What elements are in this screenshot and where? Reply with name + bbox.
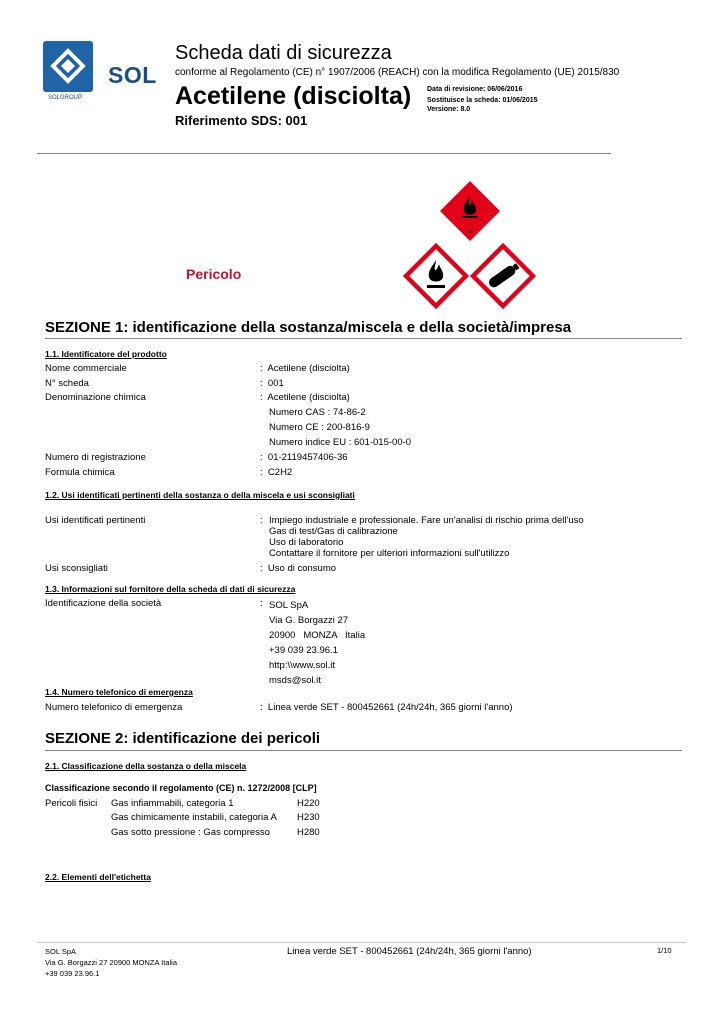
company-street: Via G. Borgazzi 27	[269, 615, 349, 626]
page-number: 1/10	[657, 946, 672, 955]
emergency-phone-text: Linea verde SET - 800452661 (24h/24h, 365 giorni l'anno)	[267, 702, 513, 713]
company-id-colon: :	[260, 598, 263, 609]
gas-cylinder-icon	[470, 243, 536, 309]
subsection-1-3-heading: 1.3. Informazioni sul fornitore della scheda di dati di sicurezza	[45, 584, 296, 594]
sheet-number-label: N° scheda	[45, 378, 89, 389]
logo-wordmark: SOL	[108, 62, 157, 88]
registration-text: 01-2119457406-36	[267, 452, 348, 463]
trade-name-text: Acetilene (disciolta)	[267, 363, 350, 374]
hazard-name: Gas sotto pressione : Gas compresso	[111, 827, 270, 838]
hazard-code: H220	[297, 798, 320, 809]
emergency-phone-label: Numero telefonico di emergenza	[45, 702, 183, 713]
footer-phone: +39 039 23.96.1	[45, 969, 100, 978]
document-title: Scheda dati di sicurezza	[175, 42, 392, 64]
formula-value: : C2H2	[260, 467, 293, 478]
sheet-number-value: : 001	[260, 378, 284, 389]
company-name: SOL SpA	[269, 600, 309, 611]
supersedes-date: Sostituisce la scheda: 01/06/2015	[427, 97, 538, 104]
company-website-link[interactable]: http:\\www.sol.it	[269, 660, 335, 671]
chemical-name-label: Denominazione chimica	[45, 392, 146, 403]
identified-uses-colon: :	[260, 515, 263, 526]
formula-text: C2H2	[267, 467, 293, 478]
hazard-code: H280	[297, 827, 320, 838]
footer-address	[45, 946, 177, 979]
trade-name-label: Nome commerciale	[45, 363, 127, 374]
sds-reference: Riferimento SDS: 001	[175, 113, 308, 128]
sol-logo-mark	[43, 41, 93, 92]
regulation-conformity: conforme al Regolamento (CE) n° 1907/2006 (REACH) con la modifica Regolamento (UE) 2015/830	[175, 67, 620, 78]
version: Versione: 8.0	[427, 106, 471, 113]
sheet-number-text: 001	[267, 378, 284, 389]
section-2-title: SEZIONE 2: identificazione dei pericoli	[45, 730, 321, 747]
discouraged-uses-text: Uso di consumo	[267, 563, 337, 574]
cas-number: Numero CAS : 74-86-2	[269, 407, 366, 418]
subsection-2-2-heading: 2.2. Elementi dell'etichetta	[45, 872, 151, 882]
diamond-logo-icon	[43, 41, 93, 92]
section-1-title: SEZIONE 1: identificazione della sostanza/miscela e della società/impresa	[45, 319, 572, 336]
physical-hazards-label: Pericoli fisici	[45, 798, 98, 809]
use-line: Gas di test/Gas di calibrazione	[269, 526, 398, 537]
company-phone: +39 039 23.96.1	[269, 645, 338, 656]
discouraged-uses-value: : Uso di consumo	[260, 563, 337, 574]
flame-icon	[403, 243, 469, 309]
chemical-name-value: : Acetilene (disciolta)	[260, 392, 350, 403]
subsection-1-1-heading: 1.1. Identificatore del prodotto	[45, 349, 167, 359]
registration-value: : 01-2119457406-36	[260, 452, 348, 463]
eu-index-number: Numero indice EU : 601-015-00-0	[269, 437, 412, 448]
company-id-label: Identificazione della società	[45, 598, 162, 609]
emergency-phone-value: : Linea verde SET - 800452661 (24h/24h, 365 giorni l'anno)	[260, 702, 513, 713]
header-divider	[37, 153, 611, 154]
company-details	[269, 598, 365, 688]
company-city: 20900 MONZA Italia	[269, 630, 366, 641]
hazard-code: H230	[297, 812, 320, 823]
class-number: 2	[468, 228, 472, 235]
hazard-name: Gas chimicamente instabili, categoria A	[111, 812, 277, 823]
identified-uses-label: Usi identificati pertinenti	[45, 515, 146, 526]
use-line: Contattare il fornitore per ulteriori informazioni sull'utilizzo	[269, 548, 510, 559]
signal-word: Pericolo	[186, 266, 242, 282]
company-email-link[interactable]: msds@sol.it	[269, 675, 321, 686]
subsection-1-4-heading: 1.4. Numero telefonico di emergenza	[45, 687, 193, 697]
section-2-rule	[45, 750, 682, 751]
identified-uses-list	[269, 515, 584, 559]
trade-name-value: : Acetilene (disciolta)	[260, 363, 350, 374]
use-line: Uso di laboratorio	[269, 537, 344, 548]
chemical-name-text: Acetilene (disciolta)	[267, 392, 350, 403]
clp-heading: Classificazione secondo il regolamento (CE) n. 1272/2008 [CLP]	[45, 783, 317, 793]
flame-class-2-icon	[439, 180, 501, 242]
formula-label: Formula chimica	[45, 467, 115, 478]
hazard-name: Gas infiammabili, categoria 1	[111, 798, 234, 809]
revision-date: Data di revisione: 06/06/2016	[427, 86, 523, 93]
ec-number: Numero CE : 200-816-9	[269, 422, 370, 433]
footer-emergency: Linea verde SET - 800452661 (24h/24h, 365 giorni l'anno)	[287, 946, 532, 957]
use-line: Impiego industriale e professionale. Fare un'analisi di rischio prima dell'uso	[269, 515, 584, 526]
registration-label: Numero di registrazione	[45, 452, 146, 463]
subsection-1-2-heading: 1.2. Usi identificati pertinenti della sostanza o della miscela e usi sconsigliati	[45, 490, 355, 500]
product-name-title: Acetilene (disciolta)	[175, 82, 412, 110]
discouraged-uses-label: Usi sconsigliati	[45, 563, 108, 574]
section-1-rule	[45, 338, 682, 339]
footer-street: Via G. Borgazzi 27 20900 MONZA Italia	[45, 958, 178, 967]
footer-divider	[37, 942, 687, 943]
logo-group-label: SOLGROUP	[48, 95, 83, 101]
footer-company: SOL SpA	[45, 947, 76, 956]
subsection-2-1-heading: 2.1. Classificazione della sostanza o della miscela	[45, 761, 247, 771]
